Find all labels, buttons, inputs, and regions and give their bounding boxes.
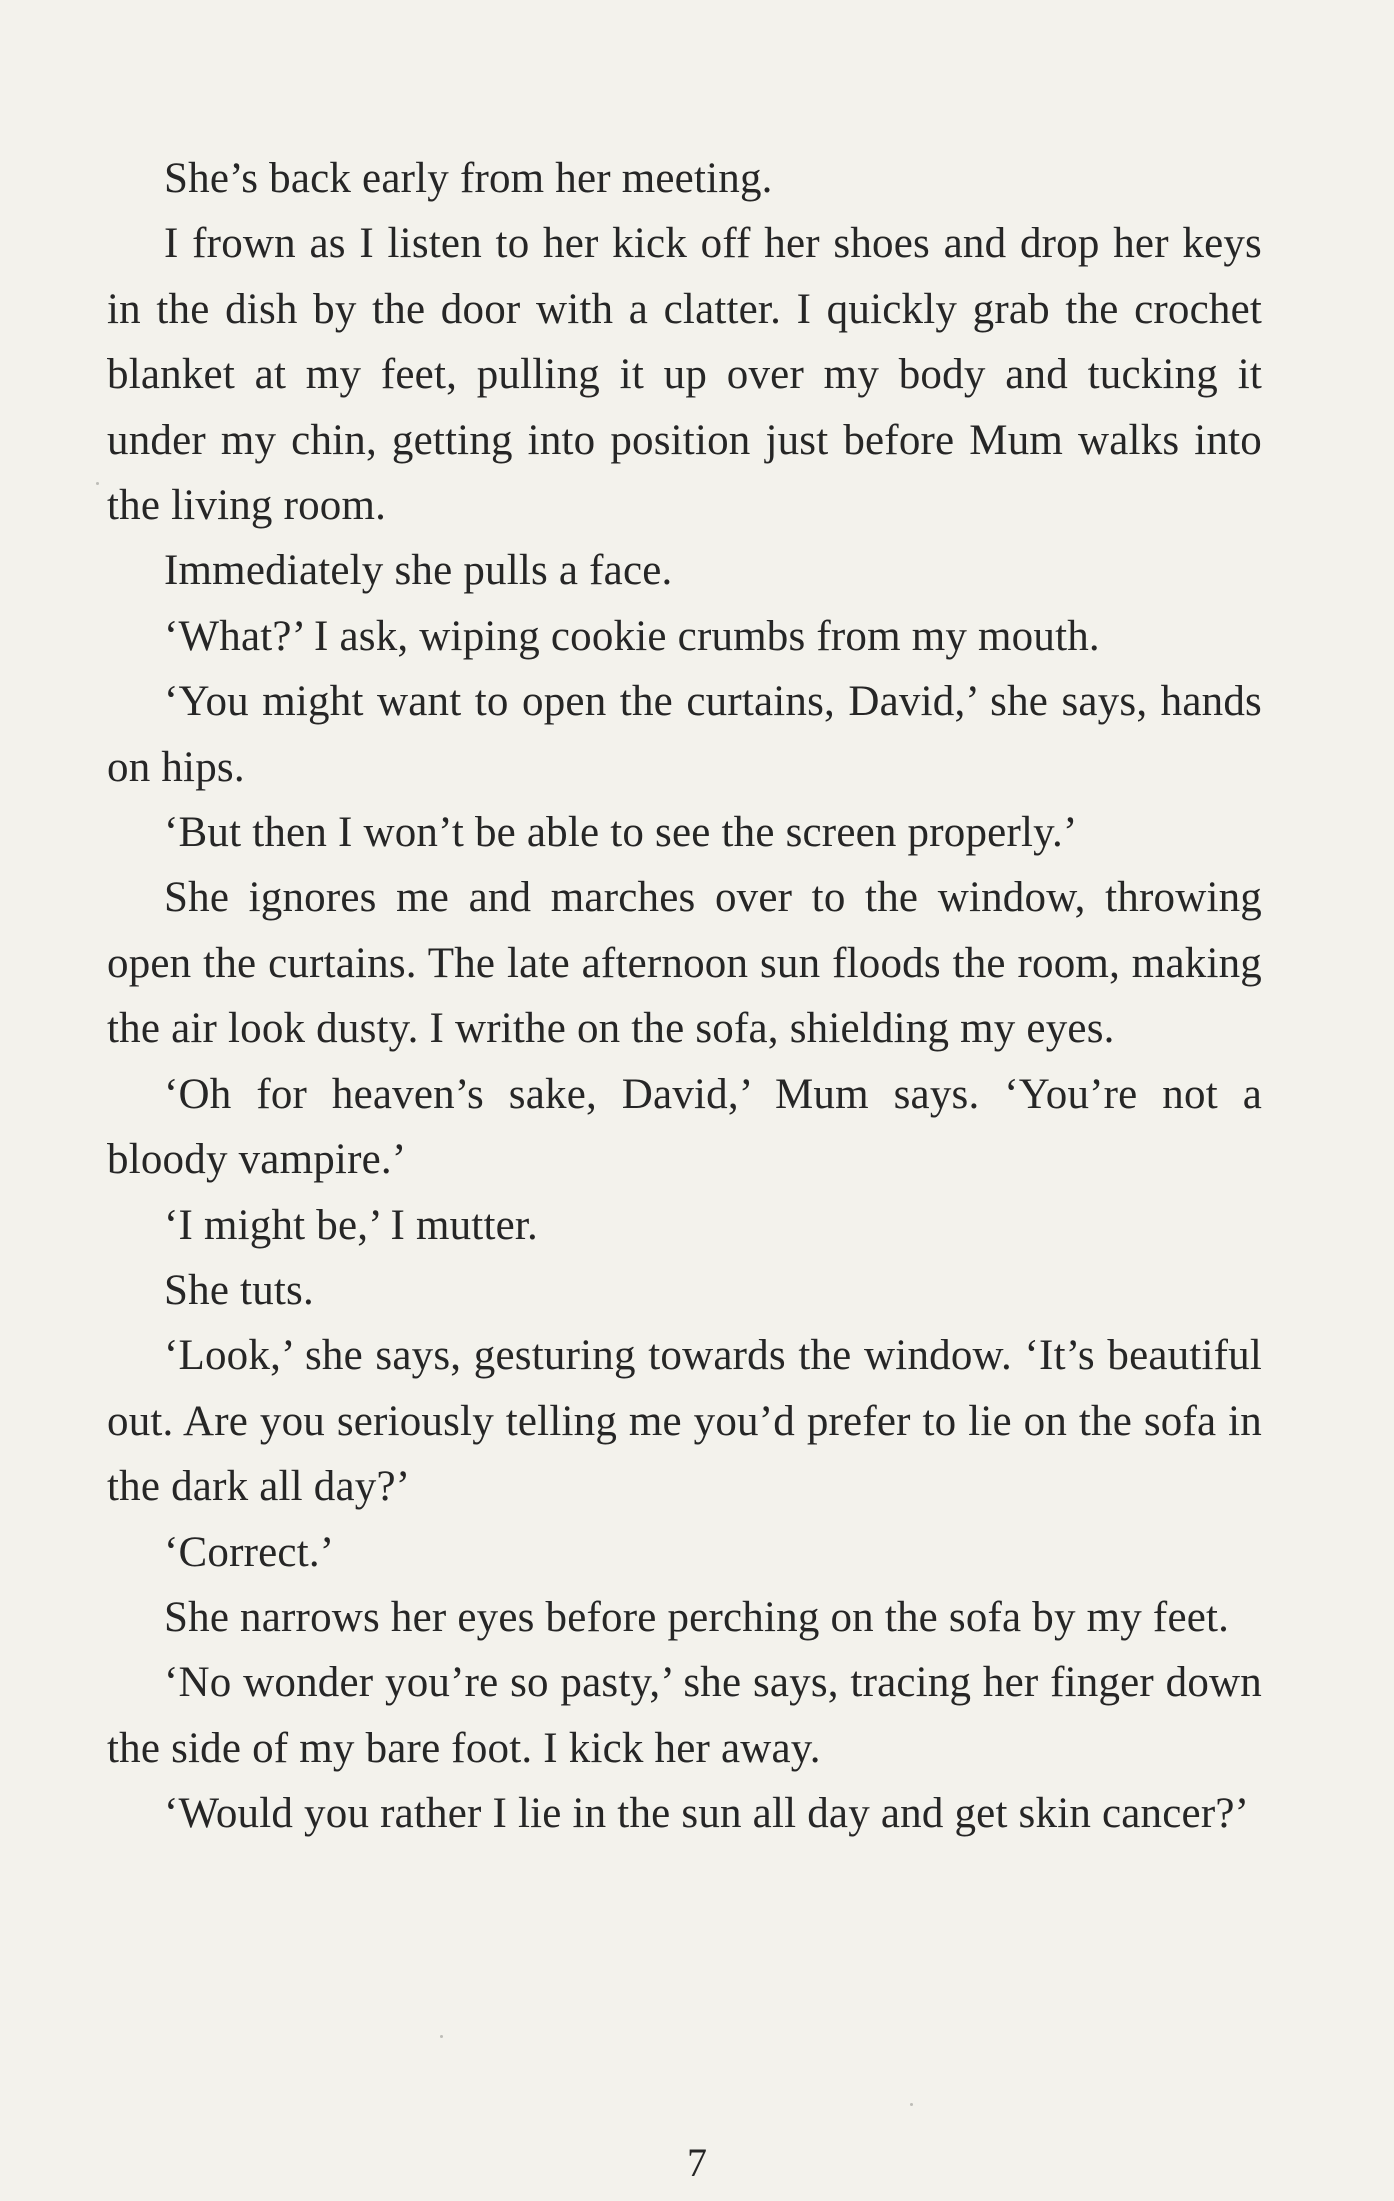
paragraph: ‘No wonder you’re so pasty,’ she says, tracing her finger down the side of my bare foot. I kick her away. [107,1659,1262,1772]
paragraph: She tuts. [164,1266,314,1314]
paragraph: Immediately she pulls a face. [164,547,673,595]
paragraph: ‘Oh for heaven’s sake, David,’ Mum says. ‘You’re not a bloody vampire.’ [107,1070,1262,1184]
scan-speck [910,2103,913,2106]
paragraph: ‘But then I won’t be able to see the screen properly.’ [164,809,1078,857]
page-number: 7 [687,2140,707,2185]
paragraph: ‘I might be,’ I mutter. [164,1201,538,1249]
scan-speck [440,2035,443,2038]
book-page-text [107,146,1262,1847]
paragraph: She’s back early from her meeting. [164,155,773,202]
paragraph: ‘Correct.’ [164,1528,335,1576]
paragraph: She ignores me and marches over to the window, throwing open the curtains. The late afternoon sun floods the room, making the air look dusty. I writhe on the sofa, shielding my eyes. [107,874,1262,1053]
paragraph: ‘You might want to open the curtains, David,’ she says, hands on hips. [107,678,1262,791]
scan-speck [96,482,99,485]
paragraph: ‘Look,’ she says, gesturing towards the window. ‘It’s beautiful out. Are you seriously telling me you’d prefer to lie on the sofa in the dark all day?’ [107,1332,1262,1511]
paragraph: I frown as I listen to her kick off her shoes and drop her keys in the dish by the door with a clatter. I quickly grab the crochet blanket at my feet, pulling it up over my body and tucking it under my chin, getting into position just before Mum walks into the living room. [107,220,1262,530]
paragraph: ‘What?’ I ask, wiping cookie crumbs from my mouth. [164,612,1100,660]
paragraph: She narrows her eyes before perching on the sofa by my feet. [164,1593,1230,1641]
paragraph: ‘Would you rather I lie in the sun all day and get skin cancer?’ [164,1790,1250,1838]
